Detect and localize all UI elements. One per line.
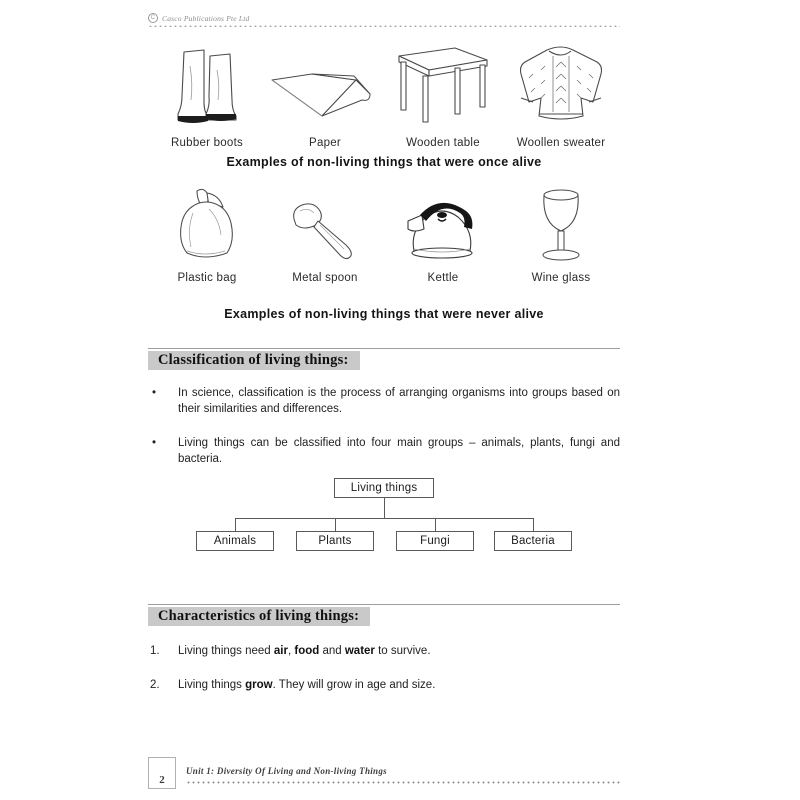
tree-node-fungi: Fungi bbox=[396, 531, 474, 551]
illustration-cell-metal-spoon bbox=[266, 185, 384, 284]
classification-section-heading bbox=[148, 348, 620, 370]
heading-band bbox=[148, 607, 370, 626]
characteristic-item-2 bbox=[150, 678, 620, 694]
never-alive-illustration-row bbox=[148, 185, 620, 284]
item-number: 1. bbox=[150, 645, 160, 657]
plastic-bag-icon bbox=[169, 185, 245, 265]
heading-rule bbox=[148, 604, 620, 605]
illustration-cell-paper bbox=[266, 38, 384, 149]
heading-band bbox=[148, 351, 360, 370]
publisher-name: Casco Publications Pte Ltd bbox=[162, 13, 250, 23]
publisher-credit bbox=[148, 13, 620, 23]
once-alive-illustration-row bbox=[148, 38, 620, 149]
woollen-sweater-icon bbox=[511, 38, 611, 130]
caption-text: Wine glass bbox=[531, 272, 591, 284]
illustration-cell-kettle bbox=[384, 185, 502, 284]
classification-bullet-1 bbox=[150, 386, 620, 417]
bullet-text: Living things can be classified into four main groups – animals, plants, fungi and bacteria. bbox=[178, 437, 620, 465]
rubber-boots-icon bbox=[164, 38, 250, 130]
once-alive-row-title: Examples of non-living things that were once alive bbox=[226, 155, 542, 169]
heading-text: Characteristics of living things: bbox=[158, 608, 360, 624]
heading-rule bbox=[148, 348, 620, 349]
item-text: Living things grow. They will grow in age and size. bbox=[178, 679, 436, 691]
never-alive-row-title: Examples of non-living things that were never alive bbox=[224, 307, 544, 321]
caption-text: Kettle bbox=[427, 272, 459, 284]
tree-connector-horizontal bbox=[235, 518, 533, 519]
page-footer bbox=[148, 757, 620, 793]
tree-connector-vertical-2 bbox=[335, 518, 336, 531]
bullet-marker: • bbox=[152, 437, 157, 449]
header-dotted-rule bbox=[148, 25, 620, 27]
classification-bullet-2 bbox=[150, 436, 620, 467]
caption-text: Plastic bag bbox=[177, 272, 237, 284]
illustration-cell-rubber-boots bbox=[148, 38, 266, 149]
illustration-cell-woollen-sweater bbox=[502, 38, 620, 149]
page-number-box bbox=[148, 757, 176, 789]
page-header bbox=[148, 13, 620, 27]
tree-connector-vertical-3 bbox=[435, 518, 436, 531]
characteristic-item-1 bbox=[150, 644, 620, 660]
caption-text: Paper bbox=[309, 137, 341, 149]
paper-sheet-icon bbox=[266, 38, 384, 130]
tree-connector-vertical-root bbox=[384, 498, 385, 518]
caption-text: Woollen sweater bbox=[516, 137, 606, 149]
item-text: Living things need air, food and water to survive. bbox=[178, 645, 431, 657]
wooden-table-icon bbox=[395, 38, 491, 130]
wine-glass-icon bbox=[526, 185, 596, 265]
bullet-text: In science, classification is the process of arranging organisms into groups based on their similarities and differences. bbox=[178, 387, 620, 415]
footer-dotted-rule bbox=[186, 781, 620, 784]
tree-node-plants: Plants bbox=[296, 531, 374, 551]
kettle-icon bbox=[400, 185, 486, 265]
illustration-cell-wooden-table bbox=[384, 38, 502, 149]
illustration-cell-plastic-bag bbox=[148, 185, 266, 284]
characteristics-section-heading bbox=[148, 604, 620, 626]
classification-tree-diagram bbox=[148, 478, 620, 556]
caption-text: Metal spoon bbox=[292, 272, 358, 284]
illustration-cell-wine-glass bbox=[502, 185, 620, 284]
copyright-icon: C bbox=[148, 13, 158, 23]
page-number: 2 bbox=[159, 774, 165, 786]
bullet-marker: • bbox=[152, 387, 157, 399]
tree-node-bacteria: Bacteria bbox=[494, 531, 572, 551]
unit-title: Unit 1: Diversity Of Living and Non-living Things bbox=[186, 766, 387, 776]
tree-node-root: Living things bbox=[334, 478, 434, 498]
caption-text: Rubber boots bbox=[170, 137, 244, 149]
item-number: 2. bbox=[150, 679, 160, 691]
tree-connector-vertical-1 bbox=[235, 518, 236, 531]
metal-spoon-icon bbox=[286, 185, 364, 265]
tree-node-animals: Animals bbox=[196, 531, 274, 551]
heading-text: Classification of living things: bbox=[158, 352, 349, 368]
caption-text: Wooden table bbox=[406, 137, 480, 149]
tree-connector-vertical-4 bbox=[533, 518, 534, 531]
